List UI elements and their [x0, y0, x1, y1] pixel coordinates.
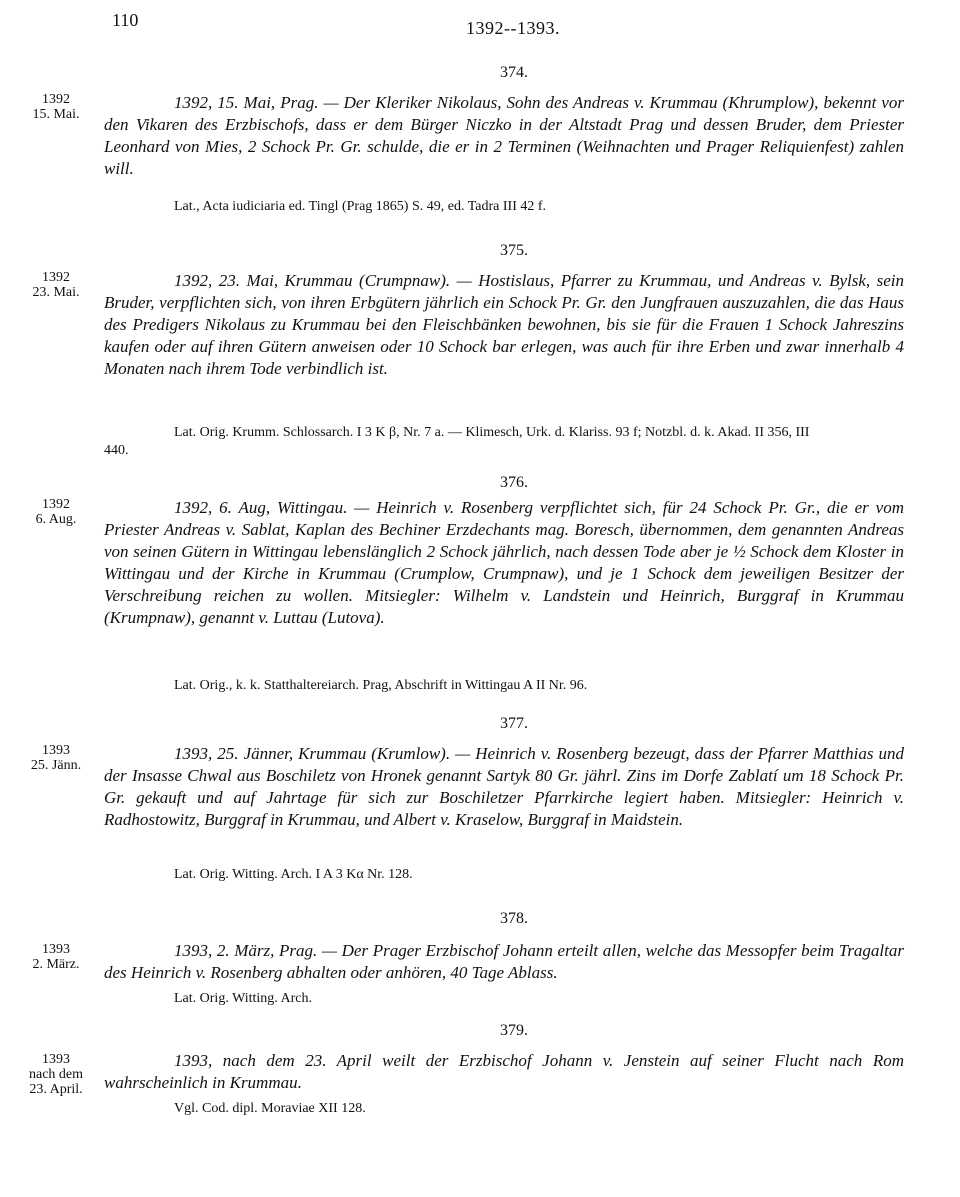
margin-date	[20, 270, 92, 300]
margin-day: 2. März.	[32, 957, 80, 972]
entry-number: 379.	[500, 1022, 528, 1039]
entry-source: Vgl. Cod. dipl. Moraviae XII 128.	[174, 1101, 366, 1116]
page-number: 110	[112, 10, 139, 30]
entry-text	[104, 1050, 904, 1094]
margin-day: 25. Jänn.	[30, 758, 82, 773]
entry-text	[104, 743, 904, 831]
entry-paragraph: 1392, 15. Mai, Prag. — Der Kleriker Nikolaus, Sohn des Andreas v. Krummau (Khrumplow), bekennt vor den Vikaren des Erzbischofs, dass er dem Bürger Niczko in der Altstadt Prag und dessen Bruder, dem Priester Leonhard von Mies, 2 Schock Pr. Gr. schulde, die er in 2 Terminen (Weihnachten und Prager Reliquienfest) zahlen will.	[104, 93, 904, 178]
entry-number: 377.	[500, 715, 528, 732]
entry-number: 375.	[500, 242, 528, 259]
margin-year: 1393	[42, 1052, 70, 1067]
entry-paragraph: 1392, 6. Aug, Wittingau. — Heinrich v. Rosenberg verpflichtet sich, für 24 Schock Pr. Gr., die er vom Priester Andreas v. Sablat, Kaplan des Bechiner Erzdechants mag. Boresch, übernommen, dem genannten Andreas von seinen Gütern in Wittingau lebenslänglich 2 Schock jährlich, nach dessen Tode aber je ½ Schock dem Kloster in Wittingau und der Kirche in Krummau (Crumplow, Crumpnaw), und je 1 Schock dem jeweiligen Besitzer der Verschreibung reichen zu wollen. Mitsiegler: Wilhelm v. Landstein und Heinrich, Burggraf in Krummau (Krumpnaw), genannt v. Luttau (Lutova).	[104, 498, 904, 627]
entry-source: Lat. Orig., k. k. Statthaltereiarch. Prag, Abschrift in Wittingau A II Nr. 96.	[174, 678, 588, 693]
entry-paragraph: 1393, 2. März, Prag. — Der Prager Erzbischof Johann erteilt allen, welche das Messopfer beim Tragaltar des Heinrich v. Rosenberg abhalten oder anhören, 40 Tage Ablass.	[104, 941, 904, 982]
margin-year: 1392	[42, 270, 70, 285]
entry-source: Lat. Orig. Krumm. Schlossarch. I 3 K β, Nr. 7 a. — Klimesch, Urk. d. Klariss. 93 f; Notzbl. d. k. Akad. II 356, III 440.	[104, 425, 810, 458]
entry-source: Lat., Acta iudiciaria ed. Tingl (Prag 1865) S. 49, ed. Tadra III 42 f.	[174, 199, 547, 214]
entry-text	[104, 497, 904, 629]
margin-year: 1393	[42, 942, 70, 957]
entry-source: Lat. Orig. Witting. Arch. I A 3 Kα Nr. 128.	[174, 867, 413, 882]
entry-text	[104, 270, 904, 380]
margin-date	[20, 942, 92, 972]
margin-year: 1393	[42, 743, 70, 758]
margin-date	[20, 92, 92, 122]
margin-year: 1392	[42, 497, 70, 512]
margin-date	[20, 497, 92, 527]
margin-day: 15. Mai.	[32, 107, 80, 122]
margin-year: 1392	[42, 92, 70, 107]
entry-paragraph: 1392, 23. Mai, Krummau (Crumpnaw). — Hostislaus, Pfarrer zu Krummau, und Andreas v. Bylsk, sein Bruder, verpflichten sich, von ihren Erbgütern jährlich ein Schock Pr. Gr. den Jungfrauen auszuzahlen, die das Haus des Predigers Nikolaus zu Krummau bei den Fleischbänken bewohnen, bis sie für die Frauen 1 Schock Jahreszins kaufen oder auf ihren Gütern anweisen oder 10 Schock bar erlegen, was auch für ihre Erben und zwar innerhalb 4 Monaten nach ihrem Tode verbindlich ist.	[104, 271, 904, 378]
margin-date	[20, 1052, 92, 1097]
running-title: 1392--1393.	[466, 18, 560, 38]
margin-day: 6. Aug.	[35, 512, 77, 527]
entry-text	[104, 940, 904, 984]
margin-day: nach dem 23. April.	[28, 1067, 84, 1097]
entry-paragraph: 1393, 25. Jänner, Krummau (Krumlow). — Heinrich v. Rosenberg bezeugt, dass der Pfarrer Matthias und der Insasse Chwal aus Boschiletz von Hronek genannt Sartyk 80 Gr. jährl. Zins im Dorfe Zablatí um 18 Schock Pr. Gr. gekauft und auf Jahrtage für sich zur Boschiletzer Pfarrkirche legiert haben. Mitsiegler: Heinrich v. Radhostowitz, Burggraf in Krummau, und Albert v. Kraselow, Burggraf in Maidstein.	[104, 744, 904, 829]
margin-day: 23. Mai.	[32, 285, 80, 300]
entry-paragraph: 1393, nach dem 23. April weilt der Erzbischof Johann v. Jenstein auf seiner Flucht nach Rom wahrscheinlich in Krummau.	[104, 1051, 904, 1092]
entry-text	[104, 92, 904, 180]
margin-date	[20, 743, 92, 773]
entry-number: 378.	[500, 910, 528, 927]
entry-number: 376.	[500, 474, 528, 491]
entry-number: 374.	[500, 64, 528, 81]
entry-source: Lat. Orig. Witting. Arch.	[174, 991, 312, 1006]
